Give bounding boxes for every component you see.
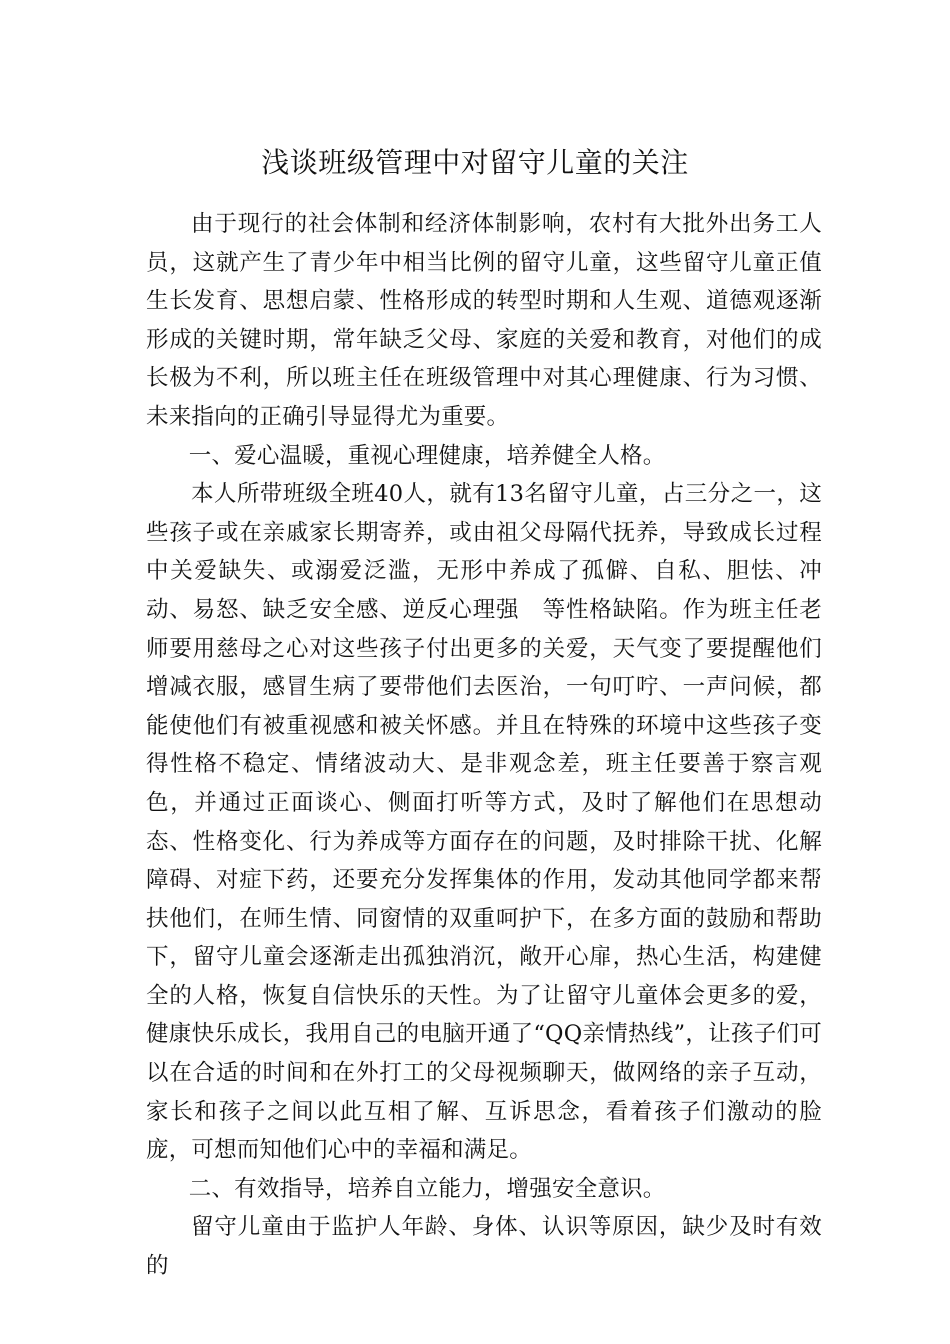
section-heading-2: 二、有效指导，培养自立能力，增强安全意识。 (188, 1175, 666, 1202)
section-heading-1: 一、爱心温暖，重视心理健康，培养健全人格。 (188, 442, 666, 469)
document-body (146, 205, 822, 1286)
paragraph-section-1: 本人所带班级全班40人，就有13名留守儿童，占三分之一，这些孩子或在亲戚家长期寄养，或由祖父母隔代抚养，导致成长过程中关爱缺失、或溺爱泛滥，无形中养成了孤僻、自私、胆怯、冲动、易怒、缺乏安全感、逆反心理强 等性格缺陷。作为班主任老师要用慈母之心对这些孩子付出更多的关爱，天气变了要提醒他们增减衣服，感冒生病了要带他们去医治，一句叮咛、一声问候，都能使他们有被重视感和被关怀感。并且在特殊的环境中这些孩子变得性格不稳定、情绪波动大、是非观念差，班主任要善于察言观色，并通过正面谈心、侧面打听等方式，及时了解他们在思想动态、性格变化、行为养成等方面存在的问题，及时排除干扰、化解障碍、对症下药，还要充分发挥集体的作用，发动其他同学都来帮扶他们，在师生情、同窗情的双重呵护下，在多方面的鼓励和帮助下，留守儿童会逐渐走出孤独消沉，敞开心扉，热心生活，构建健全的人格，恢复自信快乐的天性。为了让留守儿童体会更多的爱，健康快乐成长，我用自己的电脑开通了“QQ亲情热线”，让孩子们可以在合适的时间和在外打工的父母视频聊天，做网络的亲子互动，家长和孩子之间以此互相了解、互诉思念，看着孩子们激动的脸庞，可想而知他们心中的幸福和满足。 (146, 481, 822, 1164)
paragraph-intro: 由于现行的社会体制和经济体制影响，农村有大批外出务工人员，这就产生了青少年中相当比例的留守儿童，这些留守儿童正值生长发育、思想启蒙、性格形成的转型时期和人生观、道德观逐渐形成的关键时期，常年缺乏父母、家庭的关爱和教育，对他们的成长极为不利，所以班主任在班级管理中对其心理健康、行为习惯、未来指向的正确引导显得尤为重要。 (146, 211, 822, 430)
document-title: 浅谈班级管理中对留守儿童的关注 (261, 145, 689, 179)
paragraph-section-2: 留守儿童由于监护人年龄、身体、认识等原因，缺少及时有效的 (146, 1214, 822, 1280)
